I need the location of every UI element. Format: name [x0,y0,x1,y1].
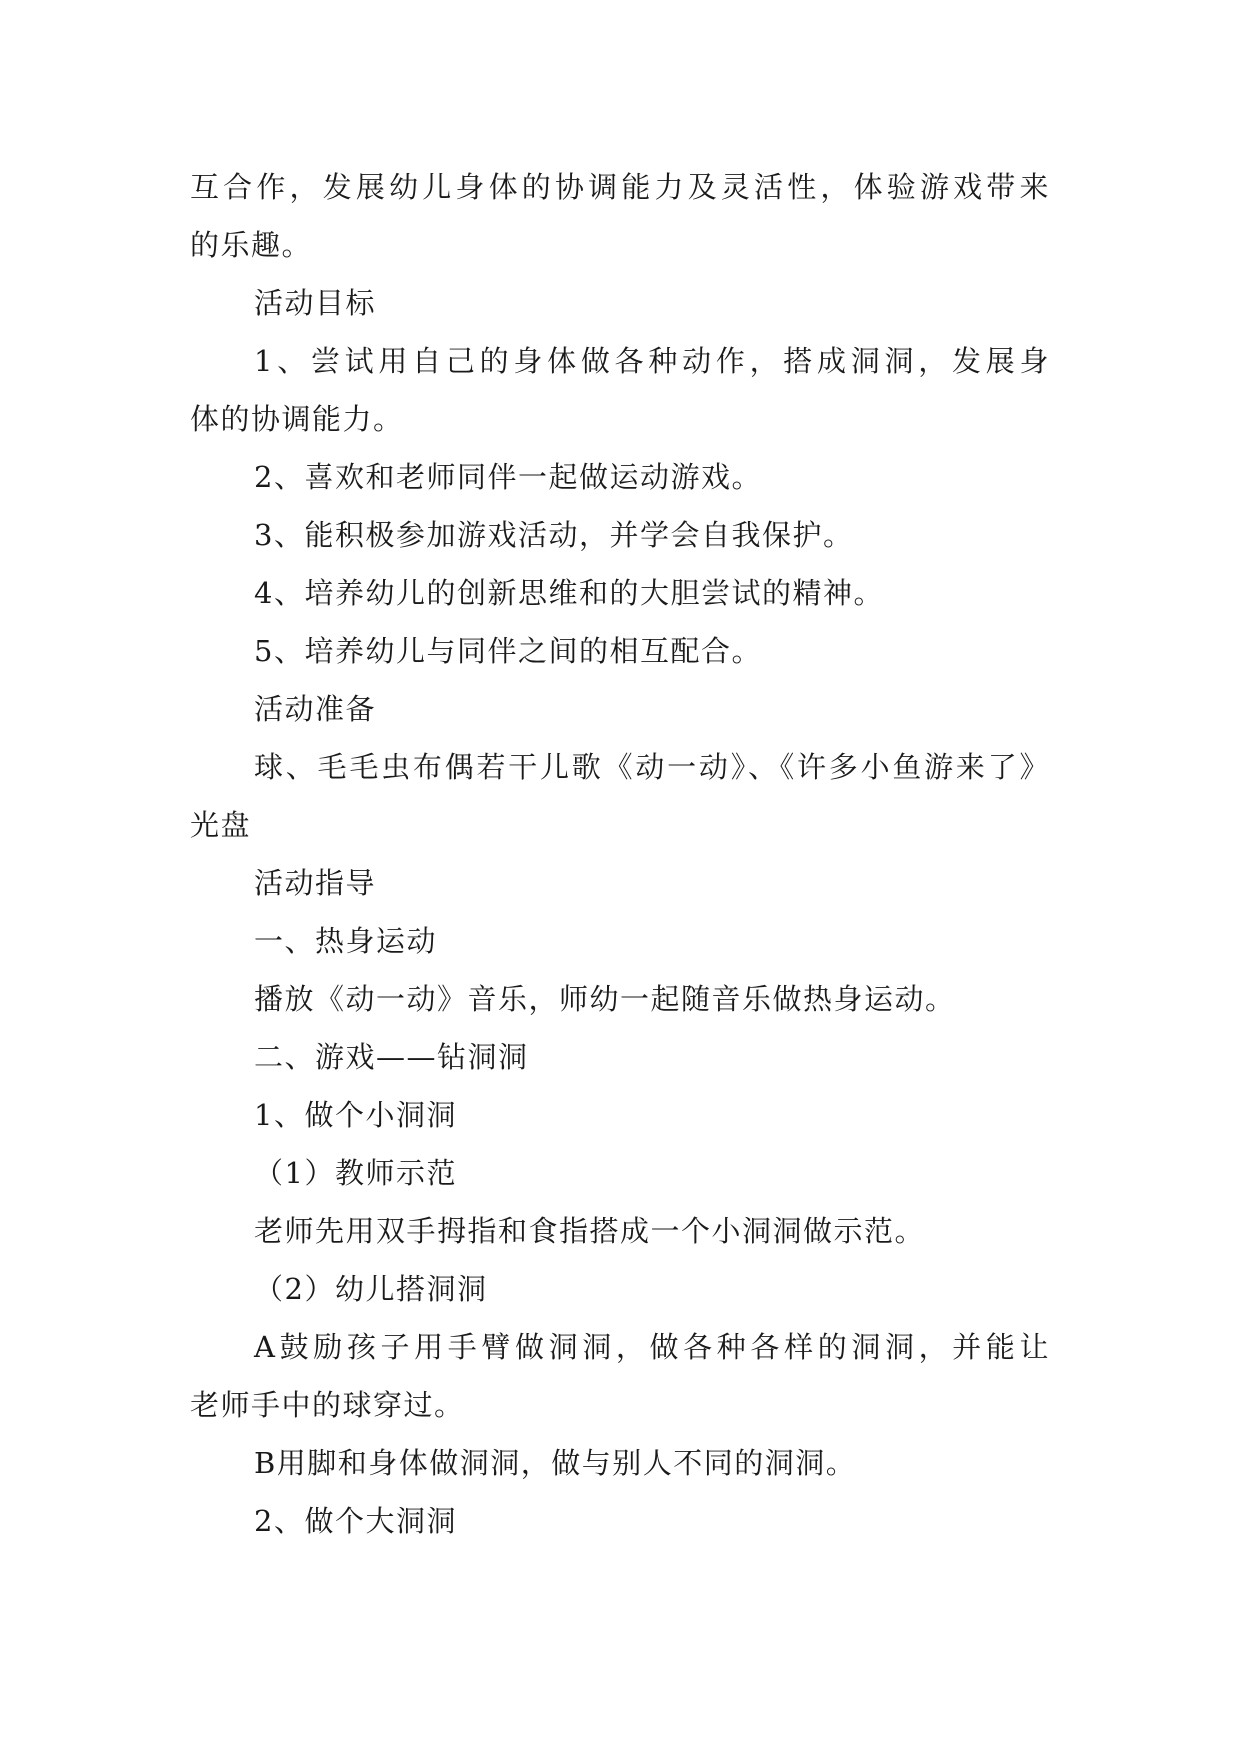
paragraph-line: 体的协调能力。 [190,402,404,436]
subsection-heading: 二、游戏——钻洞洞 [254,1040,529,1074]
section-heading: 活动指导 [254,866,377,900]
list-item: （1）教师示范 [254,1156,457,1190]
paragraph-line: A鼓励孩子用手臂做洞洞，做各种各样的洞洞，并能让 [254,1330,1050,1364]
list-item: 1、做个小洞洞 [254,1098,457,1132]
document-page [190,158,1050,1550]
list-item: 2、喜欢和老师同伴一起做运动游戏。 [254,460,762,494]
subsection-heading: 一、热身运动 [254,924,438,958]
list-item: 4、培养幼儿的创新思维和的大胆尝试的精神。 [254,576,884,610]
list-item: 2、做个大洞洞 [254,1504,457,1538]
list-item: 3、能积极参加游戏活动，并学会自我保护。 [254,518,854,552]
paragraph-line: 球、毛毛虫布偶若干儿歌《动一动》、《许多小鱼游来了》 [254,750,1050,784]
list-item: 5、培养幼儿与同伴之间的相互配合。 [254,634,762,668]
section-heading: 活动目标 [254,286,377,320]
paragraph-line: 老师手中的球穿过。 [190,1388,465,1422]
list-item: 1、尝试用自己的身体做各种动作，搭成洞洞，发展身 [254,344,1050,378]
paragraph-line: 光盘 [190,808,252,842]
paragraph-line: B用脚和身体做洞洞，做与别人不同的洞洞。 [254,1446,857,1480]
paragraph-line: 的乐趣。 [190,228,313,262]
list-item: （2）幼儿搭洞洞 [254,1272,488,1306]
paragraph-line: 老师先用双手拇指和食指搭成一个小洞洞做示范。 [254,1214,926,1248]
section-heading: 活动准备 [254,692,377,726]
paragraph-line: 播放《动一动》音乐，师幼一起随音乐做热身运动。 [254,982,956,1016]
paragraph-line: 互合作，发展幼儿身体的协调能力及灵活性，体验游戏带来 [190,170,1050,204]
